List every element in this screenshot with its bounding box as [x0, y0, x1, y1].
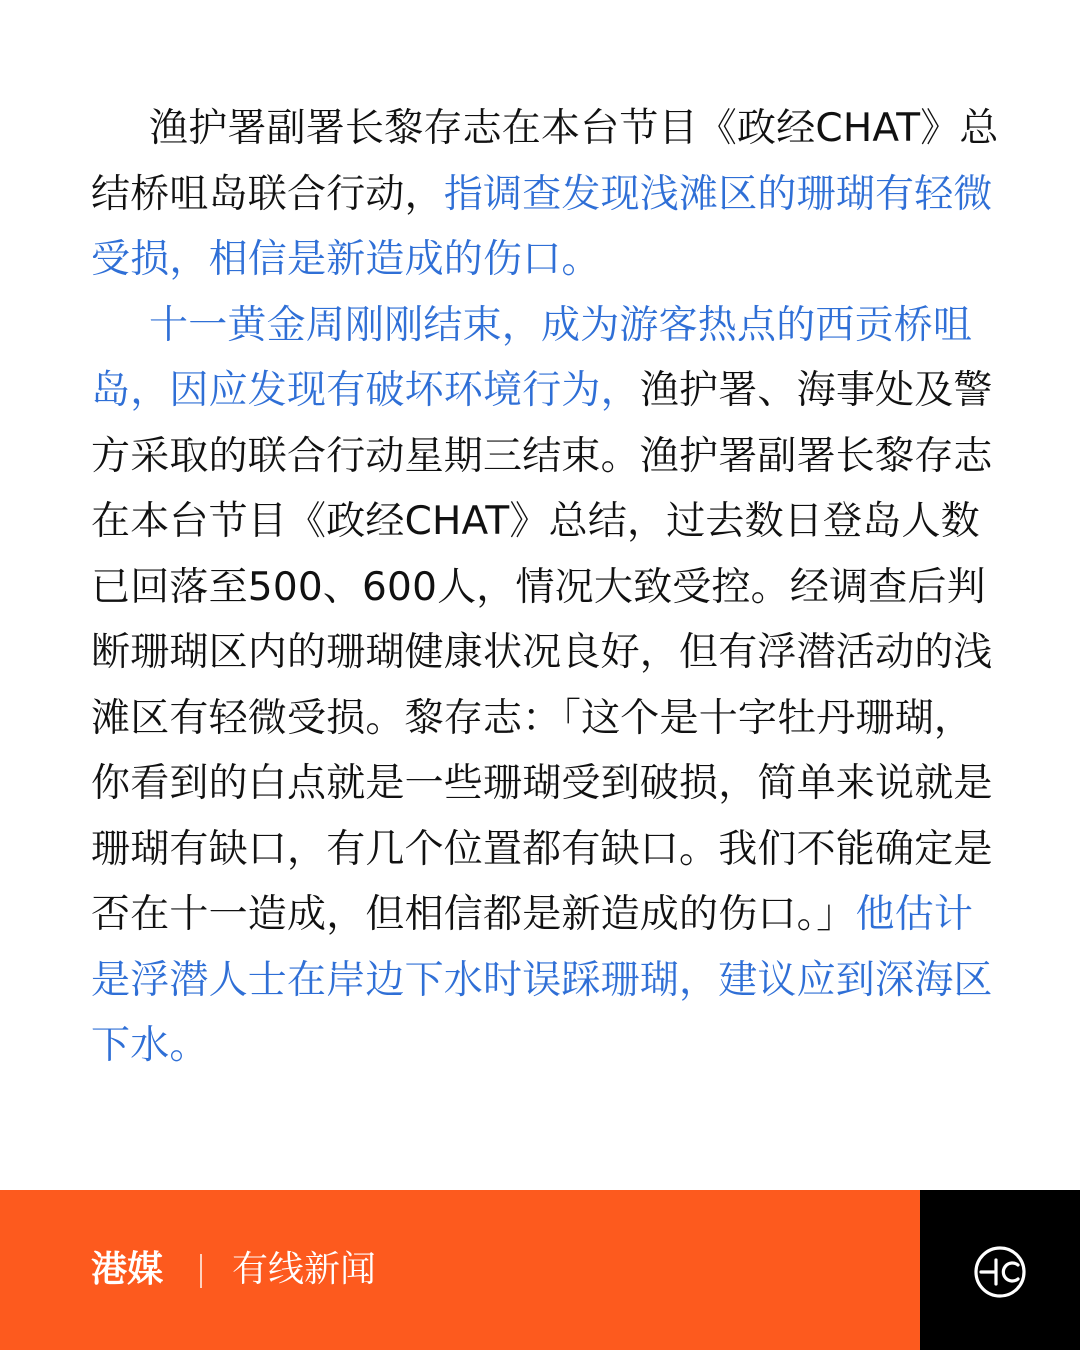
footer-logo-panel [920, 1190, 1080, 1350]
footer-source-label: 有线新闻 [232, 1249, 377, 1290]
paragraph-2-text: 渔护署、海事处及警方采取的联合行动星期三结束。渔护署副署长黎存志在本台节目《政经CHAT》总结，过去数日登岛人数已回落至500、600人，情况大致受控。经调查后判断珊瑚区内的珊瑚健康状况良好，但有浮潜活动的浅滩区有轻微受损。黎存志：「这个是十字牡丹珊瑚，你看到的白点就是一些珊瑚受到破损，简单来说就是珊瑚有缺口，有几个位置都有缺口。我们不能确定是否在十一造成，但相信都是新造成的伤口。」 [91, 368, 993, 937]
paragraph-1 [91, 96, 1011, 293]
paragraph-1-highlight: 指调查发现浅滩区的珊瑚有轻微受损，相信是新造成的伤口。 [91, 171, 993, 282]
footer-brand-label: 港媒 [91, 1249, 164, 1290]
paragraph-2-highlight-lead: 十一黄金周刚刚结束，成为游客热点的西贡桥咀岛，因应发现有破坏环境行为， [91, 302, 973, 413]
footer-orange-panel [0, 1190, 920, 1350]
article-body [91, 96, 1011, 1079]
paragraph-1-text: 渔护署副署长黎存志在本台节目《政经CHAT》总结桥咀岛联合行动， [91, 106, 999, 217]
paragraph-2 [91, 293, 1011, 1079]
footer-divider [200, 1254, 202, 1288]
circle-c-logo-icon [973, 1245, 1027, 1299]
footer-bar [0, 1190, 1080, 1350]
paragraph-2-highlight-end: 他估计是浮潜人士在岸边下水时误踩珊瑚，建议应到深海区下水。 [91, 892, 993, 1068]
